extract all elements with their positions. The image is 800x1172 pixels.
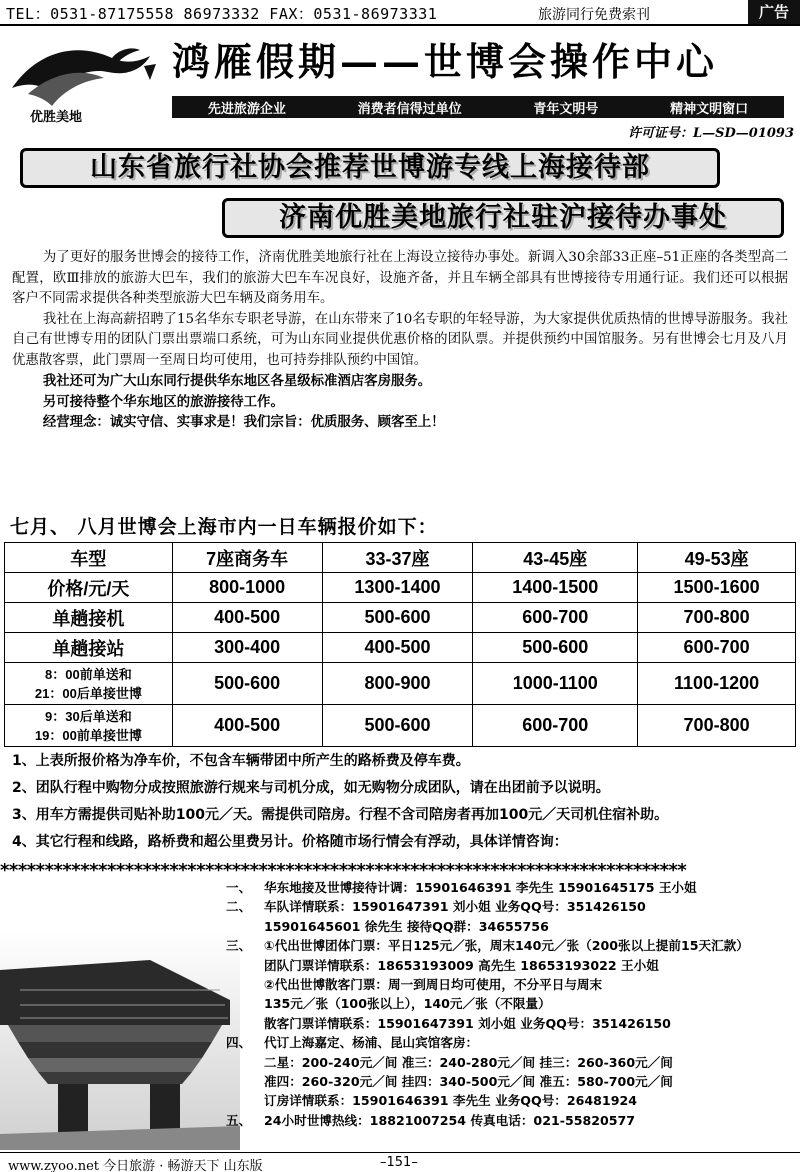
license-number: 许可证号：L—SD—01093	[627, 126, 794, 141]
column-header: 7座商务车	[172, 543, 322, 573]
item-text: 团队门票详情联系：18653193009 高先生 18653193022 王小姐	[264, 957, 659, 973]
footer-site: www.zyoo.net 今日旅游 · 畅游天下 山东版	[8, 1159, 263, 1172]
table-cell: 400-500	[172, 603, 322, 633]
item-text: ①代出世博团体门票：平日125元／张，周末140元／张（200张以上提前15天汇款）	[264, 938, 749, 954]
list-item	[226, 994, 798, 1013]
table-row	[5, 633, 796, 663]
item-index	[226, 975, 264, 994]
honors-bar	[172, 96, 784, 118]
logo-caption: 优胜美地	[30, 110, 83, 125]
row-label: 单趟接机	[5, 603, 173, 633]
table-cell: 1000-1100	[473, 663, 638, 705]
item-index: 四、	[226, 1035, 252, 1051]
list-item	[226, 897, 798, 916]
item-index	[226, 1014, 264, 1033]
list-item	[226, 1053, 798, 1072]
list-item	[226, 1033, 798, 1052]
table-cell: 1400-1500	[473, 573, 638, 603]
table-cell: 700-800	[638, 603, 796, 633]
row-label	[5, 705, 173, 747]
item-index: 一、	[226, 880, 252, 895]
item-text: 订房详情联系：15901646391 李先生 业务QQ号：26481924	[264, 1093, 637, 1109]
table-cell: 600-700	[638, 633, 796, 663]
row-label-line: 19：00前单接世博	[34, 727, 142, 743]
honor-item: 青年文明号	[533, 101, 599, 117]
headline-banner-1: 山东省旅行社协会推荐世博游专线上海接待部	[20, 148, 720, 188]
table-cell: 1300-1400	[322, 573, 473, 603]
table-cell: 700-800	[638, 705, 796, 747]
table-cell: 800-1000	[172, 573, 322, 603]
item-text: 准四：260-320元／间 挂四：340-500元／间 准五：580-700元／间	[264, 1073, 673, 1089]
item-text: 二星：200-240元／间 准三：240-280元／间 挂三：260-360元／间	[264, 1054, 673, 1070]
intro-paragraph: 为了更好的服务世博会的接待工作，济南优胜美地旅行社在上海设立接待办事处。新调入30余部33正座–51正座的各类型高二配置，欧Ⅲ排放的旅游大巴车，我们的旅游大巴车车况良好，设施齐备，并且车辆全部具有世博接待专用通行证。我们还可以根据客户不同需求提供各种类型旅游大巴车辆及商务用车。	[12, 250, 788, 306]
item-index	[226, 994, 264, 1013]
note-item: 3、用车方需提供司贴补助100元／天。需提供司陪房。行程不含司陪房者再加100元／天司机住宿补助。	[12, 807, 669, 823]
price-table	[4, 542, 796, 747]
item-index	[226, 1091, 264, 1110]
table-row	[5, 573, 796, 603]
item-index	[226, 1053, 264, 1072]
note-item: 4、其它行程和线路，路桥费和超公里费另计。价格随市场行情会有浮动，具体详情咨询：	[12, 834, 568, 850]
table-row	[5, 705, 796, 747]
table-cell: 300-400	[172, 633, 322, 663]
list-item	[226, 1111, 798, 1130]
column-header: 33-37座	[322, 543, 473, 573]
item-index	[226, 956, 264, 975]
row-label-line: 8：00前单送和	[45, 666, 132, 682]
star-divider: *****************************************************************************	[0, 862, 687, 880]
item-index: 二、	[226, 899, 252, 915]
item-index: 五、	[226, 1112, 252, 1128]
intro-text	[12, 248, 788, 433]
list-item	[226, 1014, 798, 1033]
table-row	[5, 663, 796, 705]
table-cell: 500-600	[322, 603, 473, 633]
page-footer	[0, 1152, 800, 1172]
item-text: 华东地接及世博接待计调：15901646391 李先生 15901645175 王小姐	[264, 880, 697, 895]
table-cell: 500-600	[473, 633, 638, 663]
table-cell: 400-500	[322, 633, 473, 663]
intro-paragraph: 经营理念：诚实守信、实事求是！我们宗旨：优质服务、顾客至上！	[42, 414, 445, 430]
row-label	[5, 663, 173, 705]
table-cell: 500-600	[322, 705, 473, 747]
item-text: 散客门票详情联系：15901647391 刘小姐 业务QQ号：351426150	[264, 1015, 671, 1031]
free-catalog-slogan: 旅游同行免费索刊	[538, 7, 650, 23]
company-name: 鸿雁假期——世博会操作中心	[172, 39, 719, 84]
table-header-row	[5, 543, 796, 573]
item-index: 三、	[226, 938, 252, 954]
top-bar	[0, 0, 800, 26]
item-index	[226, 1072, 264, 1091]
honor-item: 先进旅游企业	[207, 101, 286, 117]
honor-item: 消费者信得过单位	[357, 101, 462, 117]
table-row	[5, 603, 796, 633]
list-item	[226, 1072, 798, 1091]
row-label-line: 21：00后单接世博	[34, 685, 142, 701]
ad-tag: 广告	[748, 0, 800, 24]
table-cell: 600-700	[473, 705, 638, 747]
item-text: 15901645601 徐先生 接待QQ群：34655756	[264, 918, 549, 934]
column-header: 43-45座	[473, 543, 638, 573]
item-text: 车队详情联系：15901647391 刘小姐 业务QQ号：351426150	[264, 899, 646, 915]
honor-item: 精神文明窗口	[670, 101, 749, 117]
headline-banner-2: 济南优胜美地旅行社驻沪接待办事处	[222, 198, 784, 238]
list-item	[226, 956, 798, 975]
intro-paragraph: 另可接待整个华东地区的旅游接待工作。	[42, 393, 284, 410]
table-cell: 1500-1600	[638, 573, 796, 603]
table-cell: 800-900	[322, 663, 473, 705]
item-text: 代订上海嘉定、杨浦、昆山宾馆客房：	[264, 1035, 479, 1051]
table-cell: 1100-1200	[638, 663, 796, 705]
list-item	[226, 1091, 798, 1110]
note-item: 2、团队行程中购物分成按照旅游行规来与司机分成，如无购物分成团队，请在出团前予以说明。	[12, 780, 610, 796]
intro-paragraph: 我社在上海高薪招聘了15名华东专职老导游，在山东带来了10名专职的年轻导游，为大家提供优质热情的世博导游服务。我社自己有世博专用的团队门票出票端口系统，可为山东同业提供优惠价格的团队票。并提供预约中国馆服务。另有世博会七月及八月优惠散客票，此门票周一至周日均可使用，也可持券排队预约中国馆。	[12, 311, 788, 368]
column-header: 49-53座	[638, 543, 796, 573]
price-notes	[12, 748, 792, 856]
contact-list	[226, 878, 798, 1130]
list-item	[226, 878, 798, 897]
row-label-line: 9：30后单送和	[45, 708, 132, 724]
row-label: 价格/元/天	[5, 573, 173, 603]
column-header: 车型	[5, 543, 173, 573]
intro-paragraph: 我社还可为广大山东同行提供华东地区各星级标准酒店客房服务。	[42, 373, 432, 389]
item-index	[226, 917, 264, 936]
item-text: 135元／张（100张以上），140元／张（不限量）	[264, 996, 551, 1012]
item-text: ②代出世博散客门票：周一到周日均可使用，不分平日与周末	[264, 976, 603, 992]
table-cell: 400-500	[172, 705, 322, 747]
contact-line: TEL：0531-87175558 86973332 FAX：0531-86973331	[6, 5, 438, 23]
note-item: 1、上表所报价格为净车价，不包含车辆带团中所产生的路桥费及停车费。	[12, 753, 470, 769]
table-cell: 600-700	[473, 603, 638, 633]
china-pavilion-illustration	[0, 930, 240, 1150]
price-table-title: 七月、 八月世博会上海市内一日车辆报价如下：	[10, 516, 438, 538]
page-number: –151–	[380, 1155, 418, 1170]
list-item	[226, 936, 798, 955]
list-item	[226, 975, 798, 994]
item-text: 24小时世博热线：18821007254 传真电话：021-55820577	[264, 1112, 636, 1128]
table-cell: 500-600	[172, 663, 322, 705]
list-item	[226, 917, 798, 936]
row-label: 单趟接站	[5, 633, 173, 663]
